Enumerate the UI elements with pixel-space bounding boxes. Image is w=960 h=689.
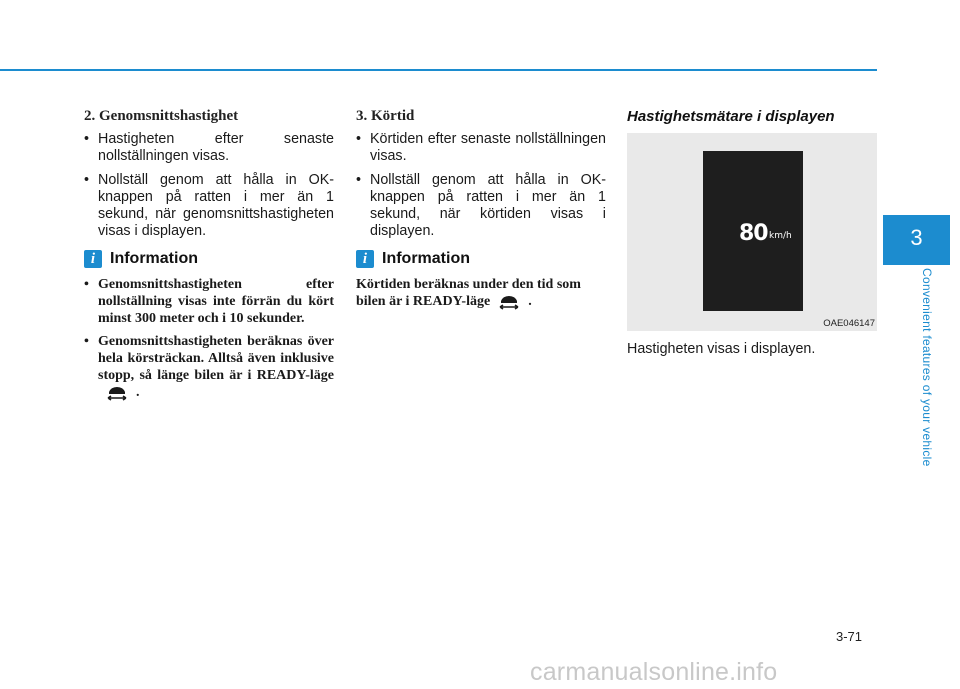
figure-code: OAE046147 [823,318,875,329]
chapter-title-vertical [915,268,939,493]
figure-caption: Hastigheten visas i displayen. [627,341,816,357]
speed-unit: km/h [769,231,792,241]
list-item: • Genomsnittshastigheten efter nollställning visas inte förrän du kört minst 300 meter och i 10 sekunder. [84,276,334,327]
info-text: Körtiden beräknas under den tid som bilen är i READY-läge [356,277,581,310]
info-text: Genomsnittshastigheten beräknas över hela körsträckan. Alltså även inklusive stopp, så länge bilen är i READY-läge [98,334,334,383]
bullet-list-average-speed [84,131,334,240]
info-icon: i [356,250,374,268]
info-header [84,250,334,268]
column-speedometer [627,108,877,357]
list-item: • Nollställ genom att hålla in OK-knappen på ratten i mer än 1 sekund, när genomsnittshastigheten visas i displayen. [84,172,334,240]
list-item: • Hastigheten efter senaste nollställningen visas. [84,131,334,165]
ready-car-icon [106,384,128,402]
info-header [356,250,606,268]
speedometer-figure [627,133,877,331]
page-number: 3-71 [836,629,863,644]
top-rule [0,69,877,71]
list-item: • Nollställ genom att hålla in OK-knappen på ratten i mer än 1 sekund, när körtiden visas i displayen. [356,172,606,240]
bullet-list-driving-time [356,131,606,240]
info-icon: i [84,250,102,268]
chapter-tab [883,215,950,265]
chapter-title: Convenient features of your vehicle [920,268,934,467]
info-list-average-speed [84,276,334,402]
ready-car-icon [498,293,520,311]
speed-value: 80 [739,221,768,246]
info-paragraph-driving-time [356,276,606,311]
period: . [528,294,532,310]
info-title: Information [382,250,470,267]
list-item [84,333,334,402]
column-average-speed [84,108,334,408]
info-title: Information [110,250,198,267]
column-driving-time [356,108,606,311]
watermark: carmanualsonline.info [530,658,778,686]
section-title-driving-time: 3. Körtid [356,108,415,124]
section-title-average-speed: 2. Genomsnittshastighet [84,108,239,124]
chapter-number: 3 [910,225,923,250]
section-title-speedometer: Hastighetsmätare i displayen [627,108,835,125]
period: . [136,385,140,401]
cluster-display [703,151,803,311]
list-item: • Körtiden efter senaste nollställningen visas. [356,131,606,165]
